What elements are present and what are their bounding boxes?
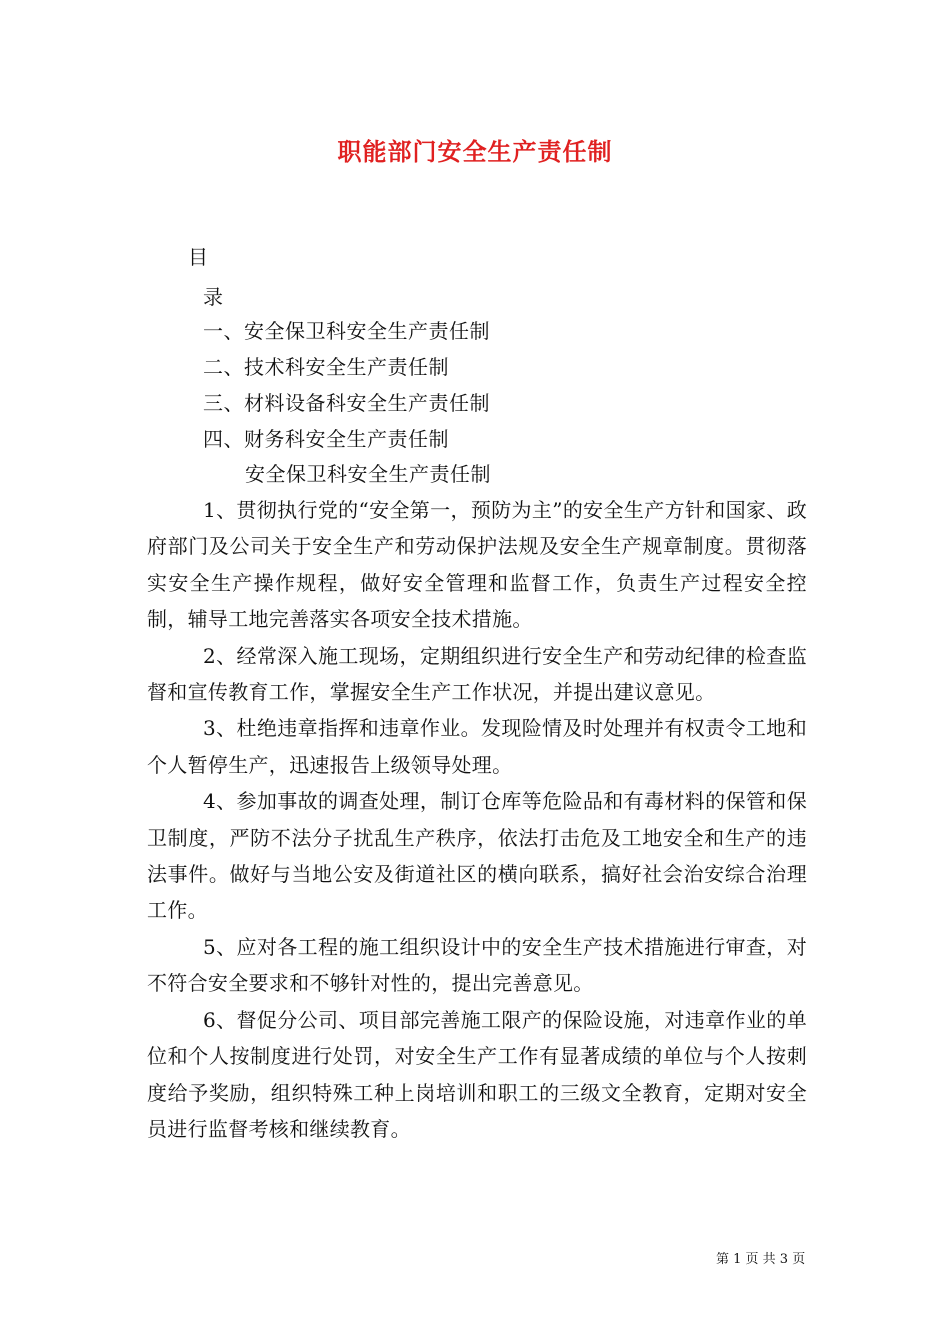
paragraph-5: 5、应对各工程的施工组织设计中的安全生产技术措施进行审查，对不符合安全要求和不够针对性的，提出完善意见。 (147, 934, 807, 996)
section-heading: 安全保卫科安全生产责任制 (245, 462, 491, 486)
paragraph-2: 2、经常深入施工现场，定期组织进行安全生产和劳动纪律的检查监督和宣传教育工作，掌握安全生产工作状况，并提出建议意见。 (147, 643, 807, 705)
toc-item-4: 四、财务科安全生产责任制 (203, 427, 449, 451)
document-title: 职能部门安全生产责任制 (337, 137, 613, 166)
toc-item-1: 一、安全保卫科安全生产责任制 (203, 319, 490, 343)
toc-item-2: 二、技术科安全生产责任制 (203, 355, 449, 379)
paragraph-6: 6、督促分公司、项目部完善施工限产的保险设施，对违章作业的单位和个人按制度进行处罚，对安全生产工作有显著成绩的单位与个人按刺度给予奖励，组织特殊工种上岗培训和职工的三级文全教育，定期对安全员进行监督考核和继续教育。 (147, 1007, 807, 1141)
paragraph-4: 4、参加事故的调查处理，制订仓库等危险品和有毒材料的保管和保卫制度，严防不法分子扰乱生产秩序，依法打击危及工地安全和生产的违法事件。做好与当地公安及街道社区的横向联系，搞好社会治安综合治理工作。 (147, 789, 807, 923)
body-text (147, 492, 807, 1147)
paragraph-1: 1、贯彻执行党的“安全第一，预防为主”的安全生产方针和国家、政府部门及公司关于安全生产和劳动保护法规及安全生产规章制度。贯彻落实安全生产操作规程，做好安全管理和监督工作，负责生产过程安全控制，辅导工地完善落实各项安全技术措施。 (147, 498, 807, 632)
toc-heading-char-1: 目 (188, 245, 208, 269)
toc-heading-char-2: 录 (203, 285, 223, 309)
toc-item-3: 三、材料设备科安全生产责任制 (203, 391, 490, 415)
page-footer: 第 1 页 共 3 页 (716, 1252, 806, 1267)
paragraph-3: 3、杜绝违章指挥和违章作业。发现险情及时处理并有权责令工地和个人暂停生产，迅速报告上级领导处理。 (147, 716, 807, 777)
